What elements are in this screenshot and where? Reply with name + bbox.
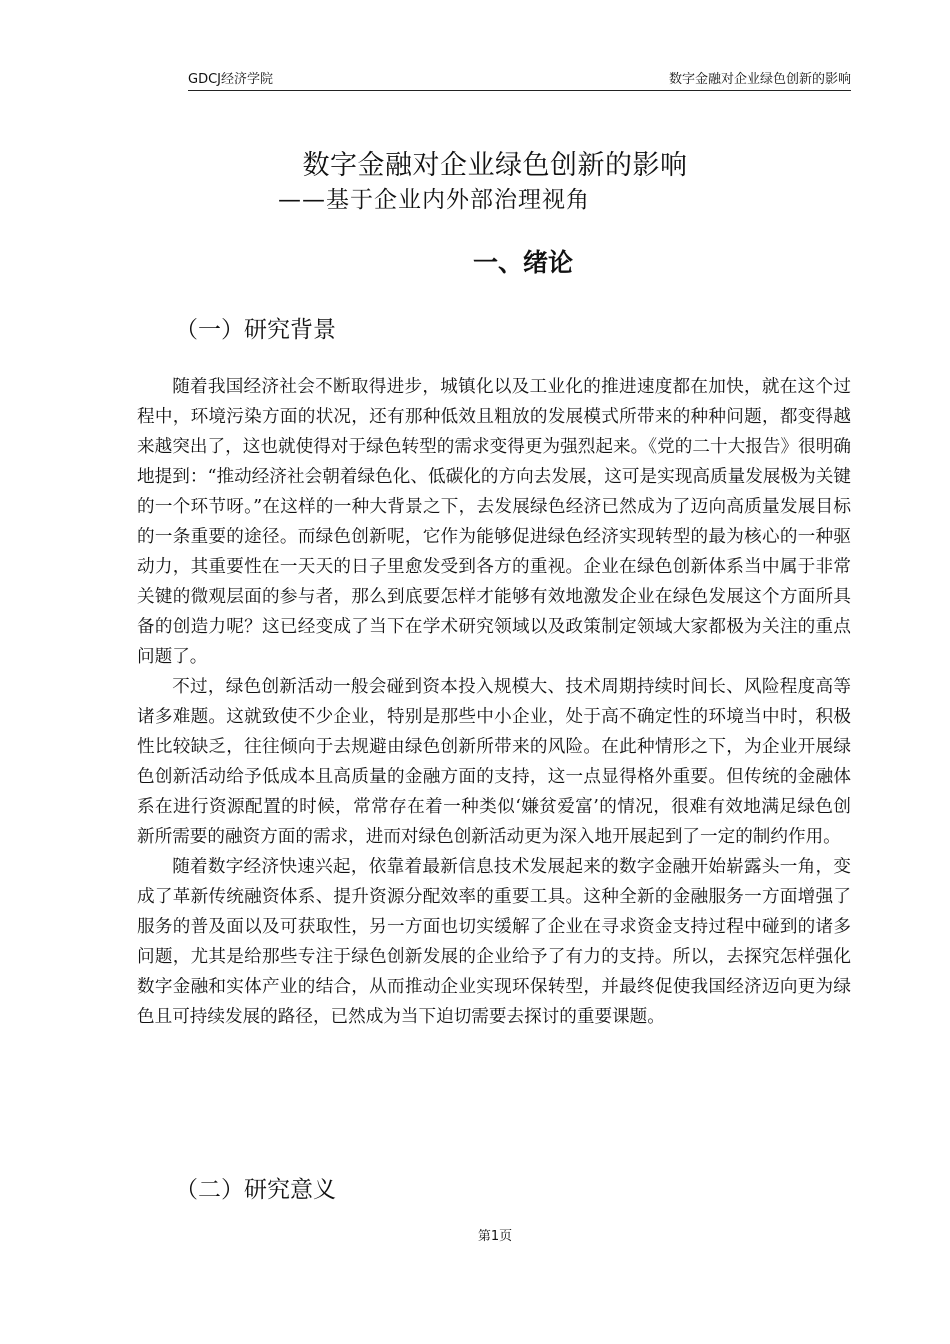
header-school: GDCJ经济学院	[188, 72, 273, 87]
page-header	[188, 66, 851, 91]
paper-subtitle: ——基于企业内外部治理视角	[278, 187, 590, 213]
paragraph: 不过，绿色创新活动一般会碰到资本投入规模大、技术周期持续时间长、风险程度高等诸多难题。这就致使不少企业，特别是那些中小企业，处于高不确定性的环境当中时，积极性比较缺乏，往往倾向于去规避由绿色创新所带来的风险。在此种情形之下，为企业开展绿色创新活动给予低成本且高质量的金融方面的支持，这一点显得格外重要。但传统的金融体系在进行资源配置的时候，常常存在着一种类似‘嫌贫爱富’的情况，很难有效地满足绿色创新所需要的融资方面的需求，进而对绿色创新活动更为深入地开展起到了一定的制约作用。	[137, 677, 851, 847]
chapter-heading: 一、绪论	[472, 248, 573, 277]
paragraph: 随着数字经济快速兴起，依靠着最新信息技术发展起来的数字金融开始崭露头一角，变成了革新传统融资体系、提升资源分配效率的重要工具。这种全新的金融服务一方面增强了服务的普及面以及可获取性，另一方面也切实缓解了企业在寻求资金支持过程中碰到的诸多问题，尤其是给那些专注于绿色创新发展的企业给予了有力的支持。所以，去探究怎样强化数字金融和实体产业的结合，从而推动企业实现环保转型，并最终促使我国经济迈向更为绿色且可持续发展的路径，已然成为当下迫切需要去探讨的重要课题。	[137, 857, 851, 1027]
section-heading-significance: （二）研究意义	[175, 1177, 336, 1203]
page-number: 第1页	[477, 1229, 513, 1244]
header-paper-title: 数字金融对企业绿色创新的影响	[668, 72, 851, 87]
paper-title: 数字金融对企业绿色创新的影响	[302, 150, 688, 181]
section-heading-background: （一）研究背景	[175, 317, 336, 343]
paragraph: 随着我国经济社会不断取得进步，城镇化以及工业化的推进速度都在加快，就在这个过程中，环境污染方面的状况，还有那种低效且粗放的发展模式所带来的种种问题，都变得越来越突出了，这也就使得对于绿色转型的需求变得更为强烈起来。《党的二十大报告》很明确地提到：“推动经济社会朝着绿色化、低碳化的方向去发展，这可是实现高质量发展极为关键的一个环节呀。”在这样的一种大背景之下，去发展绿色经济已然成为了迈向高质量发展目标的一条重要的途径。而绿色创新呢，它作为能够促进绿色经济实现转型的最为核心的一种驱动力，其重要性在一天天的日子里愈发受到各方的重视。企业在绿色创新体系当中属于非常关键的微观层面的参与者，那么到底要怎样才能够有效地激发企业在绿色发展这个方面所具备的创造力呢？这已经变成了当下在学术研究领域以及政策制定领域大家都极为关注的重点问题了。	[137, 377, 851, 667]
body-text	[137, 372, 851, 1032]
